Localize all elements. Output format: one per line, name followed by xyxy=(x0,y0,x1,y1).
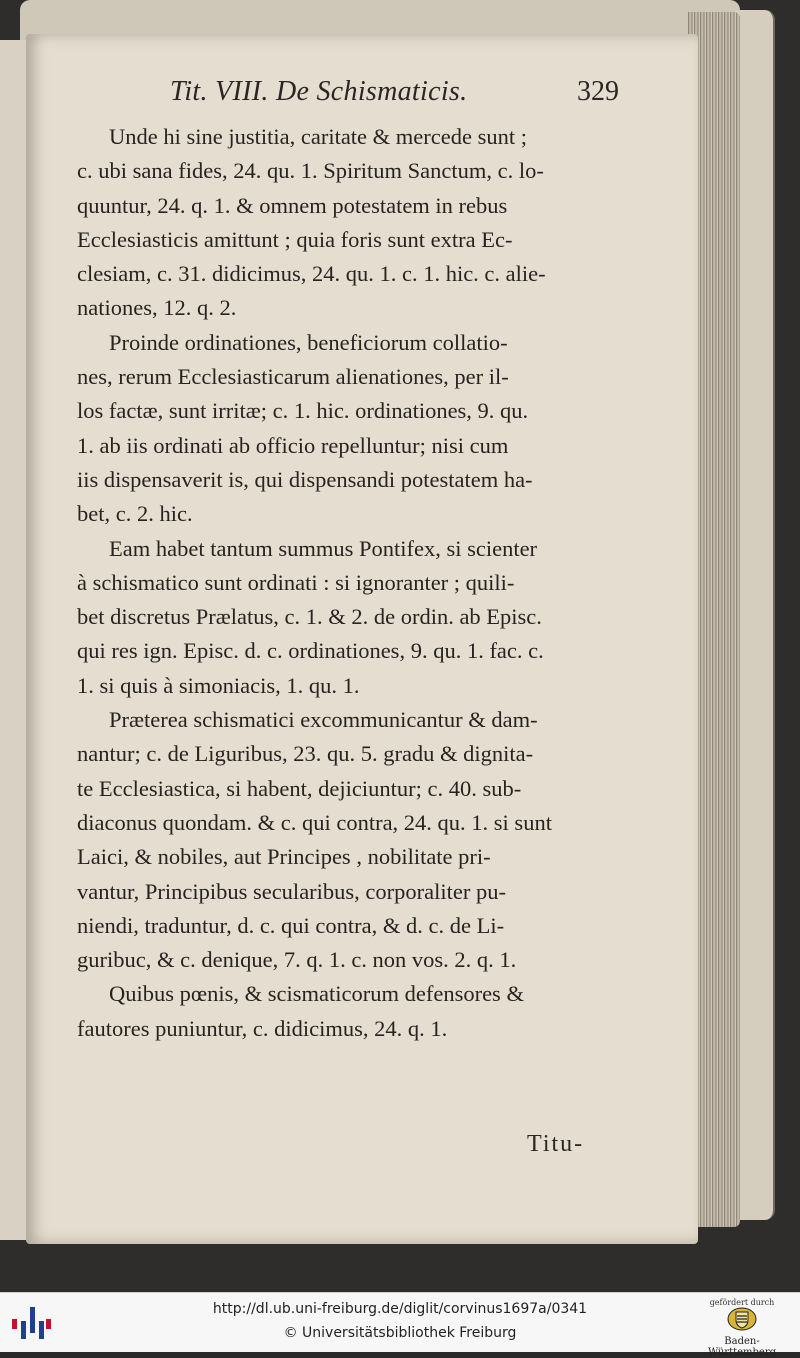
text-line: vantur, Principibus secularibus, corporaliter pu- xyxy=(77,878,506,904)
viewer-footer xyxy=(0,1292,800,1358)
text-line: clesiam, c. 31. didicimus, 24. qu. 1. c. 1. hic. c. alie- xyxy=(77,261,546,287)
text-line: Proinde ordinationes, beneficiorum collatio- xyxy=(109,329,508,355)
text-line: qui res ign. Episc. d. c. ordinationes, 9. qu. 1. fac. c. xyxy=(77,638,544,664)
text-line: 1. si quis à simoniacis, 1. qu. 1. xyxy=(77,672,360,698)
text-line: bet, c. 2. hic. xyxy=(77,501,193,527)
copyright-notice: © Universitätsbibliothek Freiburg xyxy=(283,1325,517,1341)
text-line: c. ubi sana fides, 24. qu. 1. Spiritum Sanctum, c. lo- xyxy=(77,158,544,184)
text-line: Præterea schismatici excommunicantur & dam- xyxy=(109,707,538,733)
catchword: Titu- xyxy=(527,1131,585,1157)
text-line: à schismatico sunt ordinati : si ignoranter ; quili- xyxy=(77,569,515,595)
text-line: fautores puniuntur, c. didicimus, 24. q. 1. xyxy=(77,1015,448,1041)
text-line: bet discretus Prælatus, c. 1. & 2. de ordin. ab Episc. xyxy=(77,604,542,630)
sponsor-name: Baden-Württemberg xyxy=(707,1336,777,1358)
page-number: 329 xyxy=(577,76,619,107)
permalink-url[interactable]: http://dl.ub.uni-freiburg.de/diglit/corvinus1697a/0341 xyxy=(212,1301,588,1317)
text-line: te Ecclesiastica, si habent, dejiciuntur; c. 40. sub- xyxy=(77,775,522,801)
text-line: guribuc, & c. denique, 7. q. 1. c. non vos. 2. q. 1. xyxy=(77,947,517,973)
text-line: diaconus quondam. & c. qui contra, 24. qu. 1. si sunt xyxy=(77,809,552,835)
text-line: los factæ, sunt irritæ; c. 1. hic. ordinationes, 9. qu. xyxy=(77,398,529,424)
text-line: Quibus pœnis, & scismaticorum defensores & xyxy=(109,981,524,1007)
book-fore-edge-outer xyxy=(735,10,775,1220)
text-line: Eam habet tantum summus Pontifex, si scienter xyxy=(109,535,538,561)
text-line: iis dispensaverit is, qui dispensandi potestatem ha- xyxy=(77,466,533,492)
body-text xyxy=(77,120,637,1046)
sponsor-label: gefördert durch xyxy=(709,1298,775,1307)
running-head: Tit. VIII. De Schismaticis. xyxy=(170,76,468,107)
coat-of-arms-icon xyxy=(727,1307,757,1331)
text-line: nantur; c. de Liguribus, 23. qu. 5. gradu & dignita- xyxy=(77,741,534,767)
text-line: Laici, & nobiles, aut Principes , nobilitate pri- xyxy=(77,844,491,870)
text-line: Unde hi sine justitia, caritate & mercede sunt ; xyxy=(109,124,527,149)
text-line: quuntur, 24. q. 1. & omnem potestatem in rebus xyxy=(77,192,508,218)
text-line: nes, rerum Ecclesiasticarum alienationes, per il- xyxy=(77,364,509,390)
sponsor-logo xyxy=(694,1296,790,1358)
text-line: nationes, 12. q. 2. xyxy=(77,295,237,321)
text-line: 1. ab iis ordinati ab officio repelluntur; nisi cum xyxy=(77,432,509,458)
text-line: Ecclesiasticis amittunt ; quia foris sunt extra Ec- xyxy=(77,226,513,252)
text-line: niendi, traduntur, d. c. qui contra, & d. c. de Li- xyxy=(77,912,505,938)
